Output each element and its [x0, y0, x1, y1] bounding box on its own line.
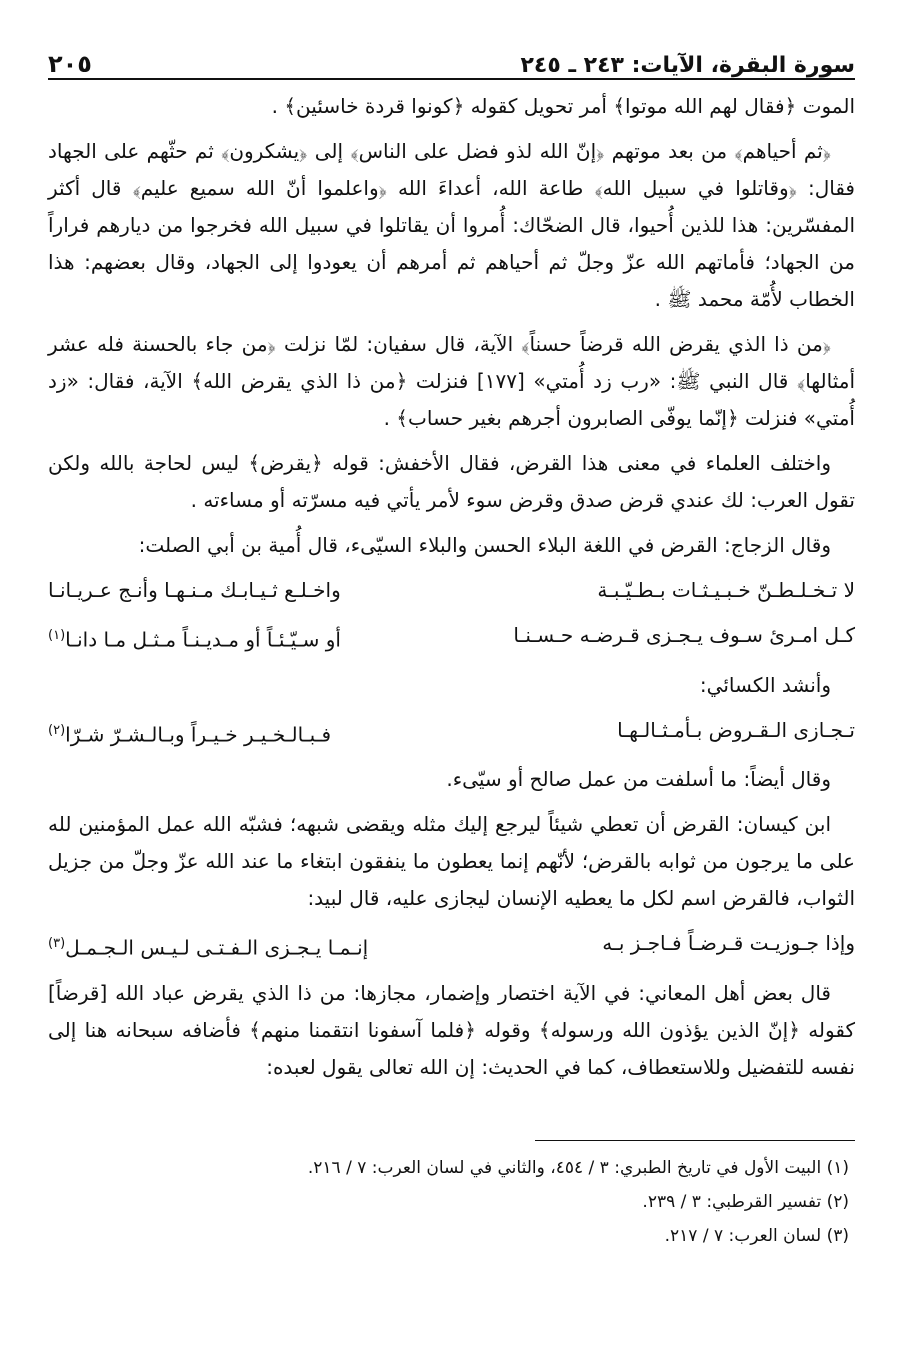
paragraph: واختلف العلماء في معنى هذا القرض، فقال الأخفش: قوله ﴿يقرض﴾ ليس لحاجة بالله ولكن تقول العرب: لك عندي قرض صدق وقرض سوء لأمر يأتي فيه مسرّته أو مساءته .	[48, 451, 855, 512]
verse-hemistich: لا تـخـلـطـنّ خـبـيـثـات بـطـيّـبـة	[597, 578, 855, 602]
paragraph: ﴿ثم أحياهم﴾ من بعد موتهم ﴿إنّ الله لذو فضل على الناس﴾ إلى ﴿يشكرون﴾ ثم حثّهم على الجهاد فقال: ﴿وقاتلوا في سبيل الله﴾ طاعة الله، أعداءَ الله ﴿واعلموا أنّ الله سميع عليم﴾ قال أكثر المفسّرين: هذا للذين أُحيوا، قال الضحّاك: أُمروا أن يقاتلوا في سبيل الله فخرجوا من ديارهم فراراً من الجهاد؛ فأماتهم الله عزّ وجلّ ثم أحياهم ثم أمرهم أن يعودوا إلى الجهاد، وقال بعضهم: هذا الخطاب لأُمّة محمد ﷺ .	[48, 139, 855, 311]
paragraph: الموت ﴿فقال لهم الله موتوا﴾ أمر تحويل كقوله ﴿كونوا قردة خاسئين﴾ .	[271, 94, 855, 118]
body-text	[48, 667, 855, 704]
verse-hemistich: واخـلـع ثـيـابـك مـنـهـا وأنـج عـريـانـا	[48, 578, 341, 602]
footnote-marker: (٣)	[48, 936, 66, 952]
body-text	[48, 975, 855, 1086]
body-text	[48, 88, 855, 564]
page-header	[48, 34, 855, 80]
verse-text: أو سـيّـئـاً أو مـديـنـاً مـثـل مـا دانـا	[65, 627, 341, 652]
verse-hemistich: كـل امـرئ سـوف يـجـزى قـرضـه حـسـنـا	[513, 623, 855, 647]
paragraph: وقال أيضاً: ما أسلفت من عمل صالح أو سيّىء.	[446, 767, 831, 792]
footnotes	[48, 1151, 855, 1253]
footnote: (٢) تفسير القرطبي: ٣ / ٢٣٩.	[642, 1191, 849, 1212]
verse-line	[48, 925, 855, 967]
footnote-marker: (١)	[48, 628, 66, 643]
verse-hemistich	[48, 925, 435, 967]
paragraph: وقال الزجاج: القرض في اللغة البلاء الحسن والبلاء السيّىء، قال أُمية بن أبي الصلت:	[138, 533, 831, 557]
verse-hemistich: تـجـازى الـقـروض بـأمـثـالـهـا	[617, 717, 855, 742]
verse-hemistich: وإذا جـوزيـت قـرضـاً فـاجـز بـه	[602, 931, 855, 956]
footnote-divider	[535, 1140, 855, 1141]
verse-text: فـبـالـخـيـر خـيـراً وبـالـشـرّ شـرّا	[65, 722, 332, 747]
paragraph: ابن كيسان: القرض أن تعطي شيئاً ليرجع إليك مثله ويقضى شبهه؛ فشبّه الله عمل المؤمنين لله على ما يرجون من ثوابه بالقرض؛ لأنّهم إنما يعطون ما ينفقون ابتغاء ما عند الله عزّ وجلّ من جزيل الثواب، فالقرض اسم لكل ما يعطيه الإنسان ليجازى عليه، قال لبيد:	[48, 812, 855, 911]
paragraph: قال بعض أهل المعاني: في الآية اختصار وإضمار، مجازها: من ذا الذي يقرض عباد الله [قرضاً] كقوله ﴿إنّ الذين يؤذون الله ورسوله﴾ وقوله ﴿فلما آسفونا انتقمنا منهم﴾ فأضافه سبحانه هنا إلى نفسه للتفضيل وللاستعطاف، كما في الحديث: إن الله تعالى يقول لعبده:	[48, 980, 855, 1079]
verse-hemistich	[48, 617, 435, 659]
paragraph: وأنشد الكسائي:	[699, 672, 831, 697]
verse-text: إنـمـا يـجـزى الـفـتـى لـيـس الـجـمـل	[65, 935, 369, 960]
body-text	[48, 761, 855, 917]
verse-line	[48, 712, 855, 754]
verse-line	[48, 617, 855, 659]
footnote-marker: (٢)	[48, 722, 66, 738]
footnote: (٣) لسان العرب: ٧ / ٢١٧.	[664, 1225, 849, 1246]
footnote: (١) البيت الأول في تاريخ الطبري: ٣ / ٤٥٤، والثاني في لسان العرب: ٧ / ٢١٦.	[307, 1157, 849, 1178]
verse-hemistich	[48, 712, 435, 754]
paragraph: ﴿من ذا الذي يقرض الله قرضاً حسناً﴾ الآية، قال سفيان: لمّا نزلت ﴿من جاء بالحسنة فله عشر أمثالها﴾ قال النبي ﷺ: «رب زد أُمتي» [١٧٧] فنزلت ﴿من ذا الذي يقرض الله﴾ الآية، فقال: «زد أُمتي» فنزلت ﴿إنّما يوفّى الصابرون أجرهم بغير حساب﴾ .	[48, 332, 856, 430]
surah-title: سورة البقرة، الآيات: ٢٤٣ ـ ٢٤٥	[520, 53, 855, 78]
verse-line	[48, 572, 855, 609]
page-number: ٢٠٥	[48, 50, 92, 78]
